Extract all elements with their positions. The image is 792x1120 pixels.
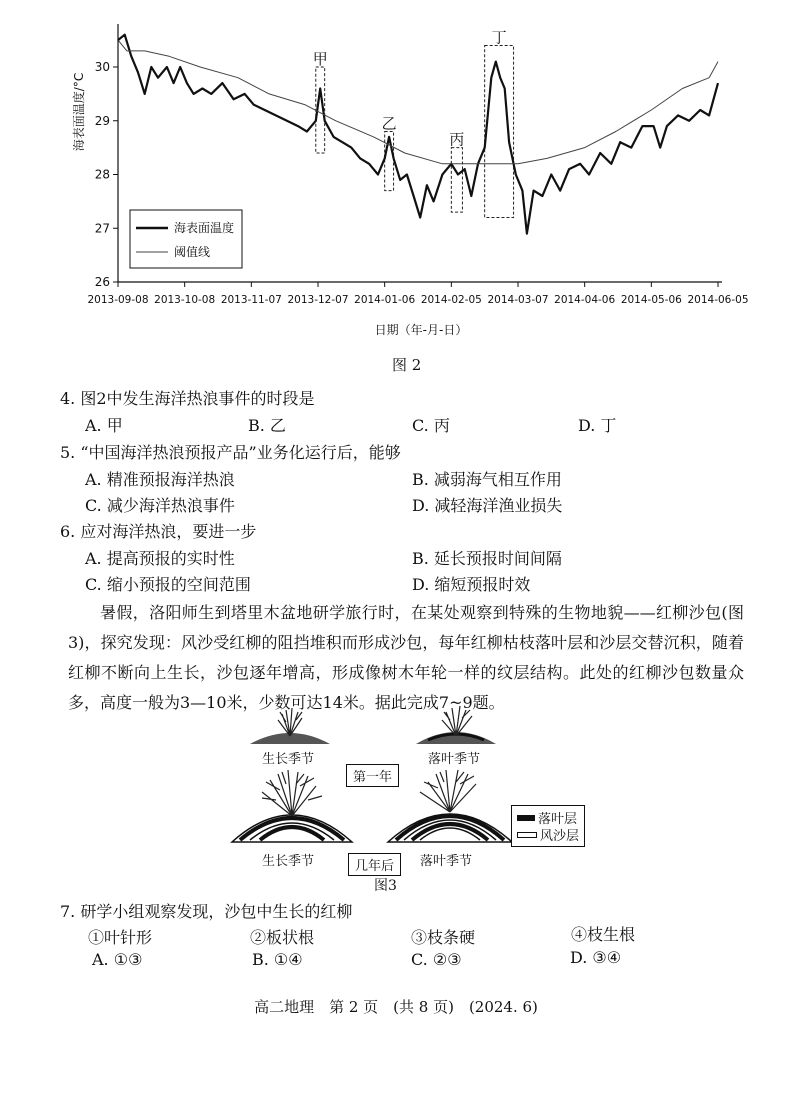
q4-option-c[interactable]: C. 丙 (412, 416, 450, 435)
tamarisk-large-leaffall (388, 770, 512, 842)
y-tick-label: 26 (94, 275, 110, 289)
q5-stem: 5. “中国海洋热浪预报产品”业务化运行后，能够 (60, 443, 401, 462)
x-tick-label: 2014-03-07 (487, 294, 549, 306)
q6-stem: 6. 应对海洋热浪，要进一步 (60, 522, 257, 541)
x-tick-label: 2013-12-07 (287, 294, 349, 306)
event-box-label: 乙 (381, 114, 397, 133)
tamarisk-small-leaffall (416, 706, 496, 744)
q5-option-a[interactable]: A. 精准预报海洋热浪 (85, 470, 235, 489)
legend-label-sst: 海表面温度 (174, 221, 235, 235)
leaf-layer-label: 落叶层 (538, 812, 578, 827)
chart-legend (130, 210, 242, 268)
tamarisk-small-growing (250, 708, 330, 744)
q7-stem: 7. 研学小组观察发现，沙包中生长的红柳 (60, 902, 353, 921)
y-tick-label: 28 (94, 167, 110, 182)
q7-item-1: ①叶针形 (88, 928, 153, 947)
sst-chart (0, 0, 792, 340)
q6-option-d[interactable]: D. 缩短预报时效 (412, 575, 531, 594)
q7-option-b[interactable]: B. ①④ (252, 950, 303, 969)
y-tick-label: 30 (94, 60, 110, 74)
x-tick-label: 2014-02-05 (420, 294, 482, 306)
series-line-sst (118, 35, 718, 234)
sand-layer-label: 风沙层 (540, 829, 580, 844)
label-grow-later: 生长季节 (262, 854, 315, 869)
q5-option-b[interactable]: B. 减弱海气相互作用 (412, 470, 562, 489)
label-first-year: 第一年 (346, 764, 399, 787)
q7-item-4: ④枝生根 (571, 925, 636, 944)
event-box (451, 148, 462, 213)
figure3-caption: 图3 (374, 878, 397, 894)
x-tick-label: 2014-04-06 (554, 294, 616, 306)
q6-option-c[interactable]: C. 缩小预报的空间范围 (85, 575, 251, 594)
x-tick-label: 2014-05-06 (620, 294, 682, 306)
q5-option-c[interactable]: C. 减少海洋热浪事件 (85, 496, 235, 515)
q7-item-2: ②板状根 (250, 928, 315, 947)
x-axis-label: 日期（年-月-日） (374, 323, 468, 337)
x-tick-label: 2014-01-06 (354, 294, 416, 306)
figure3-legend (511, 805, 585, 847)
x-tick-label: 2013-11-07 (220, 294, 282, 306)
q4-option-a[interactable]: A. 甲 (85, 416, 123, 435)
label-fall-later: 落叶季节 (420, 854, 473, 869)
q5-option-d[interactable]: D. 减轻海洋渔业损失 (412, 496, 563, 515)
q7-option-d[interactable]: D. ③④ (570, 948, 622, 967)
label-years-later: 几年后 (348, 853, 401, 876)
page-footer: 高二地理 第 2 页 (共 8 页) (2024. 6) (254, 998, 538, 1016)
q7-option-c[interactable]: C. ②③ (411, 950, 462, 969)
x-tick-label: 2013-10-08 (154, 294, 216, 306)
event-box-label: 丙 (449, 130, 465, 149)
q6-option-b[interactable]: B. 延长预报时间间隔 (412, 549, 562, 568)
tamarisk-large-growing (232, 770, 352, 842)
y-axis-label: 海表面温度/°C (72, 72, 86, 152)
passage-text: 暑假，洛阳师生到塔里木盆地研学旅行时，在某处观察到特殊的生物地貌——红柳沙包(图3)，探究发现：风沙受红柳的阻挡堆积而形成沙包，每年红柳枯枝落叶层和沙层交替沉积，随着红柳不断向上生长，沙包逐年增高，形成像树木年轮一样的纹层结构。此处的红柳沙包数量众多，高度一般为3—10米，少数可达14米。据此完成7~9题。 (68, 603, 744, 712)
sand-layer-swatch (517, 832, 537, 838)
leaf-layer-swatch (517, 815, 535, 821)
figure2-caption: 图 2 (392, 356, 422, 374)
q7-item-3: ③枝条硬 (411, 928, 476, 947)
legend-label-threshold: 阈值线 (174, 245, 211, 259)
label-fall-year1: 落叶季节 (428, 752, 481, 767)
label-grow-year1: 生长季节 (262, 752, 315, 767)
x-tick-label: 2013-09-08 (87, 294, 149, 306)
q7-option-a[interactable]: A. ①③ (92, 950, 143, 969)
q4-option-d[interactable]: D. 丁 (578, 416, 617, 435)
event-box-label: 丁 (491, 28, 507, 47)
y-tick-label: 27 (94, 221, 110, 236)
x-tick-label: 2014-06-05 (687, 294, 749, 306)
q6-option-a[interactable]: A. 提高预报的实时性 (85, 549, 235, 568)
y-tick-label: 29 (94, 113, 110, 128)
event-box-label: 甲 (312, 50, 328, 68)
q4-option-b[interactable]: B. 乙 (248, 416, 286, 435)
q4-stem: 4. 图2中发生海洋热浪事件的时段是 (60, 389, 315, 408)
